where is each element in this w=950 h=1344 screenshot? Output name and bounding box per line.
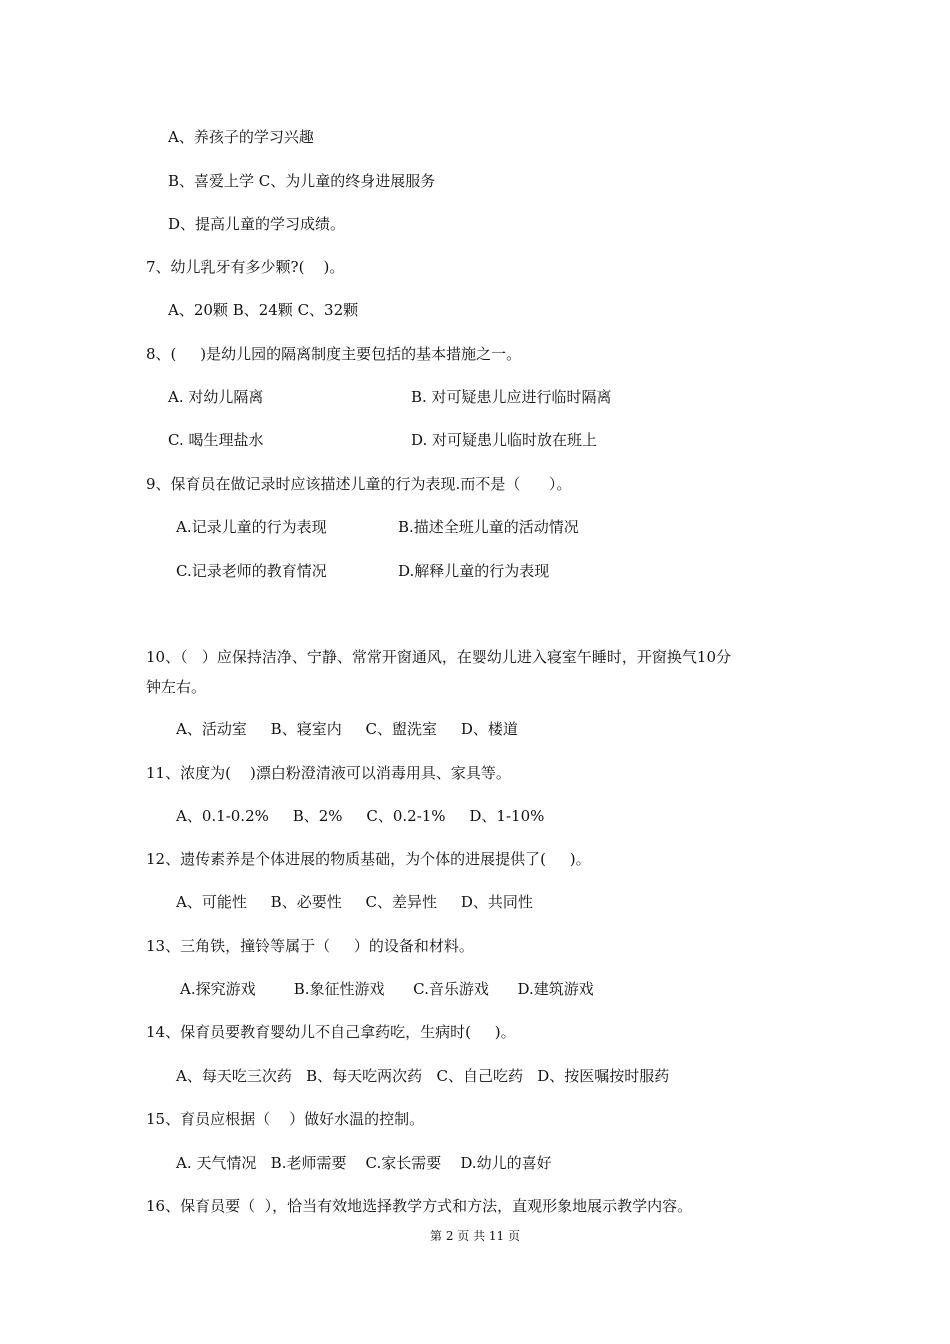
- q6-option-a: A、养孩子的学习兴趣: [168, 128, 314, 146]
- question-9-option-d: D.解释儿童的行为表现: [398, 562, 550, 580]
- question-10-options: A、活动室 B、寝室内 C、盥洗室 D、楼道: [176, 720, 518, 738]
- question-14: 14、保育员要教育婴幼儿不自己拿药吃，生病时( )。: [146, 1023, 516, 1041]
- question-11: 11、浓度为( )漂白粉澄清液可以消毒用具、家具等。: [146, 764, 511, 782]
- question-9: 9、保育员在做记录时应该描述儿童的行为表现.而不是（ ）。: [146, 475, 572, 493]
- question-7-options: A、20颗 B、24颗 C、32颗: [168, 301, 359, 319]
- question-7: 7、幼儿乳牙有多少颗?( )。: [146, 258, 345, 276]
- question-16: 16、保育员要（ ），恰当有效地选择教学方式和方法，直观形象地展示教学内容。: [146, 1197, 693, 1215]
- question-11-options: A、0.1-0.2% B、2% C、0.2-1% D、1-10%: [176, 807, 545, 825]
- question-8-option-a: A. 对幼儿隔离: [168, 388, 264, 406]
- question-8: 8、( )是幼儿园的隔离制度主要包括的基本措施之一。: [146, 345, 522, 363]
- question-13-options: A.探究游戏 B.象征性游戏 C.音乐游戏 D.建筑游戏: [180, 980, 594, 998]
- question-13: 13、三角铁，撞铃等属于（ ）的设备和材料。: [146, 937, 474, 955]
- question-10-continued: 钟左右。: [146, 678, 207, 696]
- question-10: 10、（ ）应保持洁净、宁静、常常开窗通风，在婴幼儿进入寝室午睡时，开窗换气10分: [146, 648, 731, 666]
- question-9-option-b: B.描述全班儿童的活动情况: [398, 518, 579, 536]
- q6-option-bc: B、喜爱上学 C、为儿童的终身进展服务: [168, 172, 436, 190]
- question-15: 15、育员应根据（ ）做好水温的控制。: [146, 1110, 425, 1128]
- question-15-options: A. 天气情况 B.老师需要 C.家长需要 D.幼儿的喜好: [176, 1154, 552, 1172]
- q6-option-d: D、提高儿童的学习成绩。: [168, 215, 346, 233]
- question-9-option-c: C.记录老师的教育情况: [176, 562, 327, 580]
- question-8-option-c: C. 喝生理盐水: [168, 431, 264, 449]
- question-12-options: A、可能性 B、必要性 C、差异性 D、共同性: [176, 893, 533, 911]
- question-8-option-b: B. 对可疑患儿应进行临时隔离: [411, 388, 612, 406]
- question-9-option-a: A.记录儿童的行为表现: [176, 518, 327, 536]
- question-12: 12、遗传素养是个体进展的物质基础，为个体的进展提供了( )。: [146, 850, 591, 868]
- question-14-options: A、每天吃三次药 B、每天吃两次药 C、自己吃药 D、按医嘱按时服药: [176, 1067, 670, 1085]
- page-footer: 第 2 页 共 11 页: [430, 1229, 520, 1243]
- question-8-option-d: D. 对可疑患儿临时放在班上: [411, 431, 598, 449]
